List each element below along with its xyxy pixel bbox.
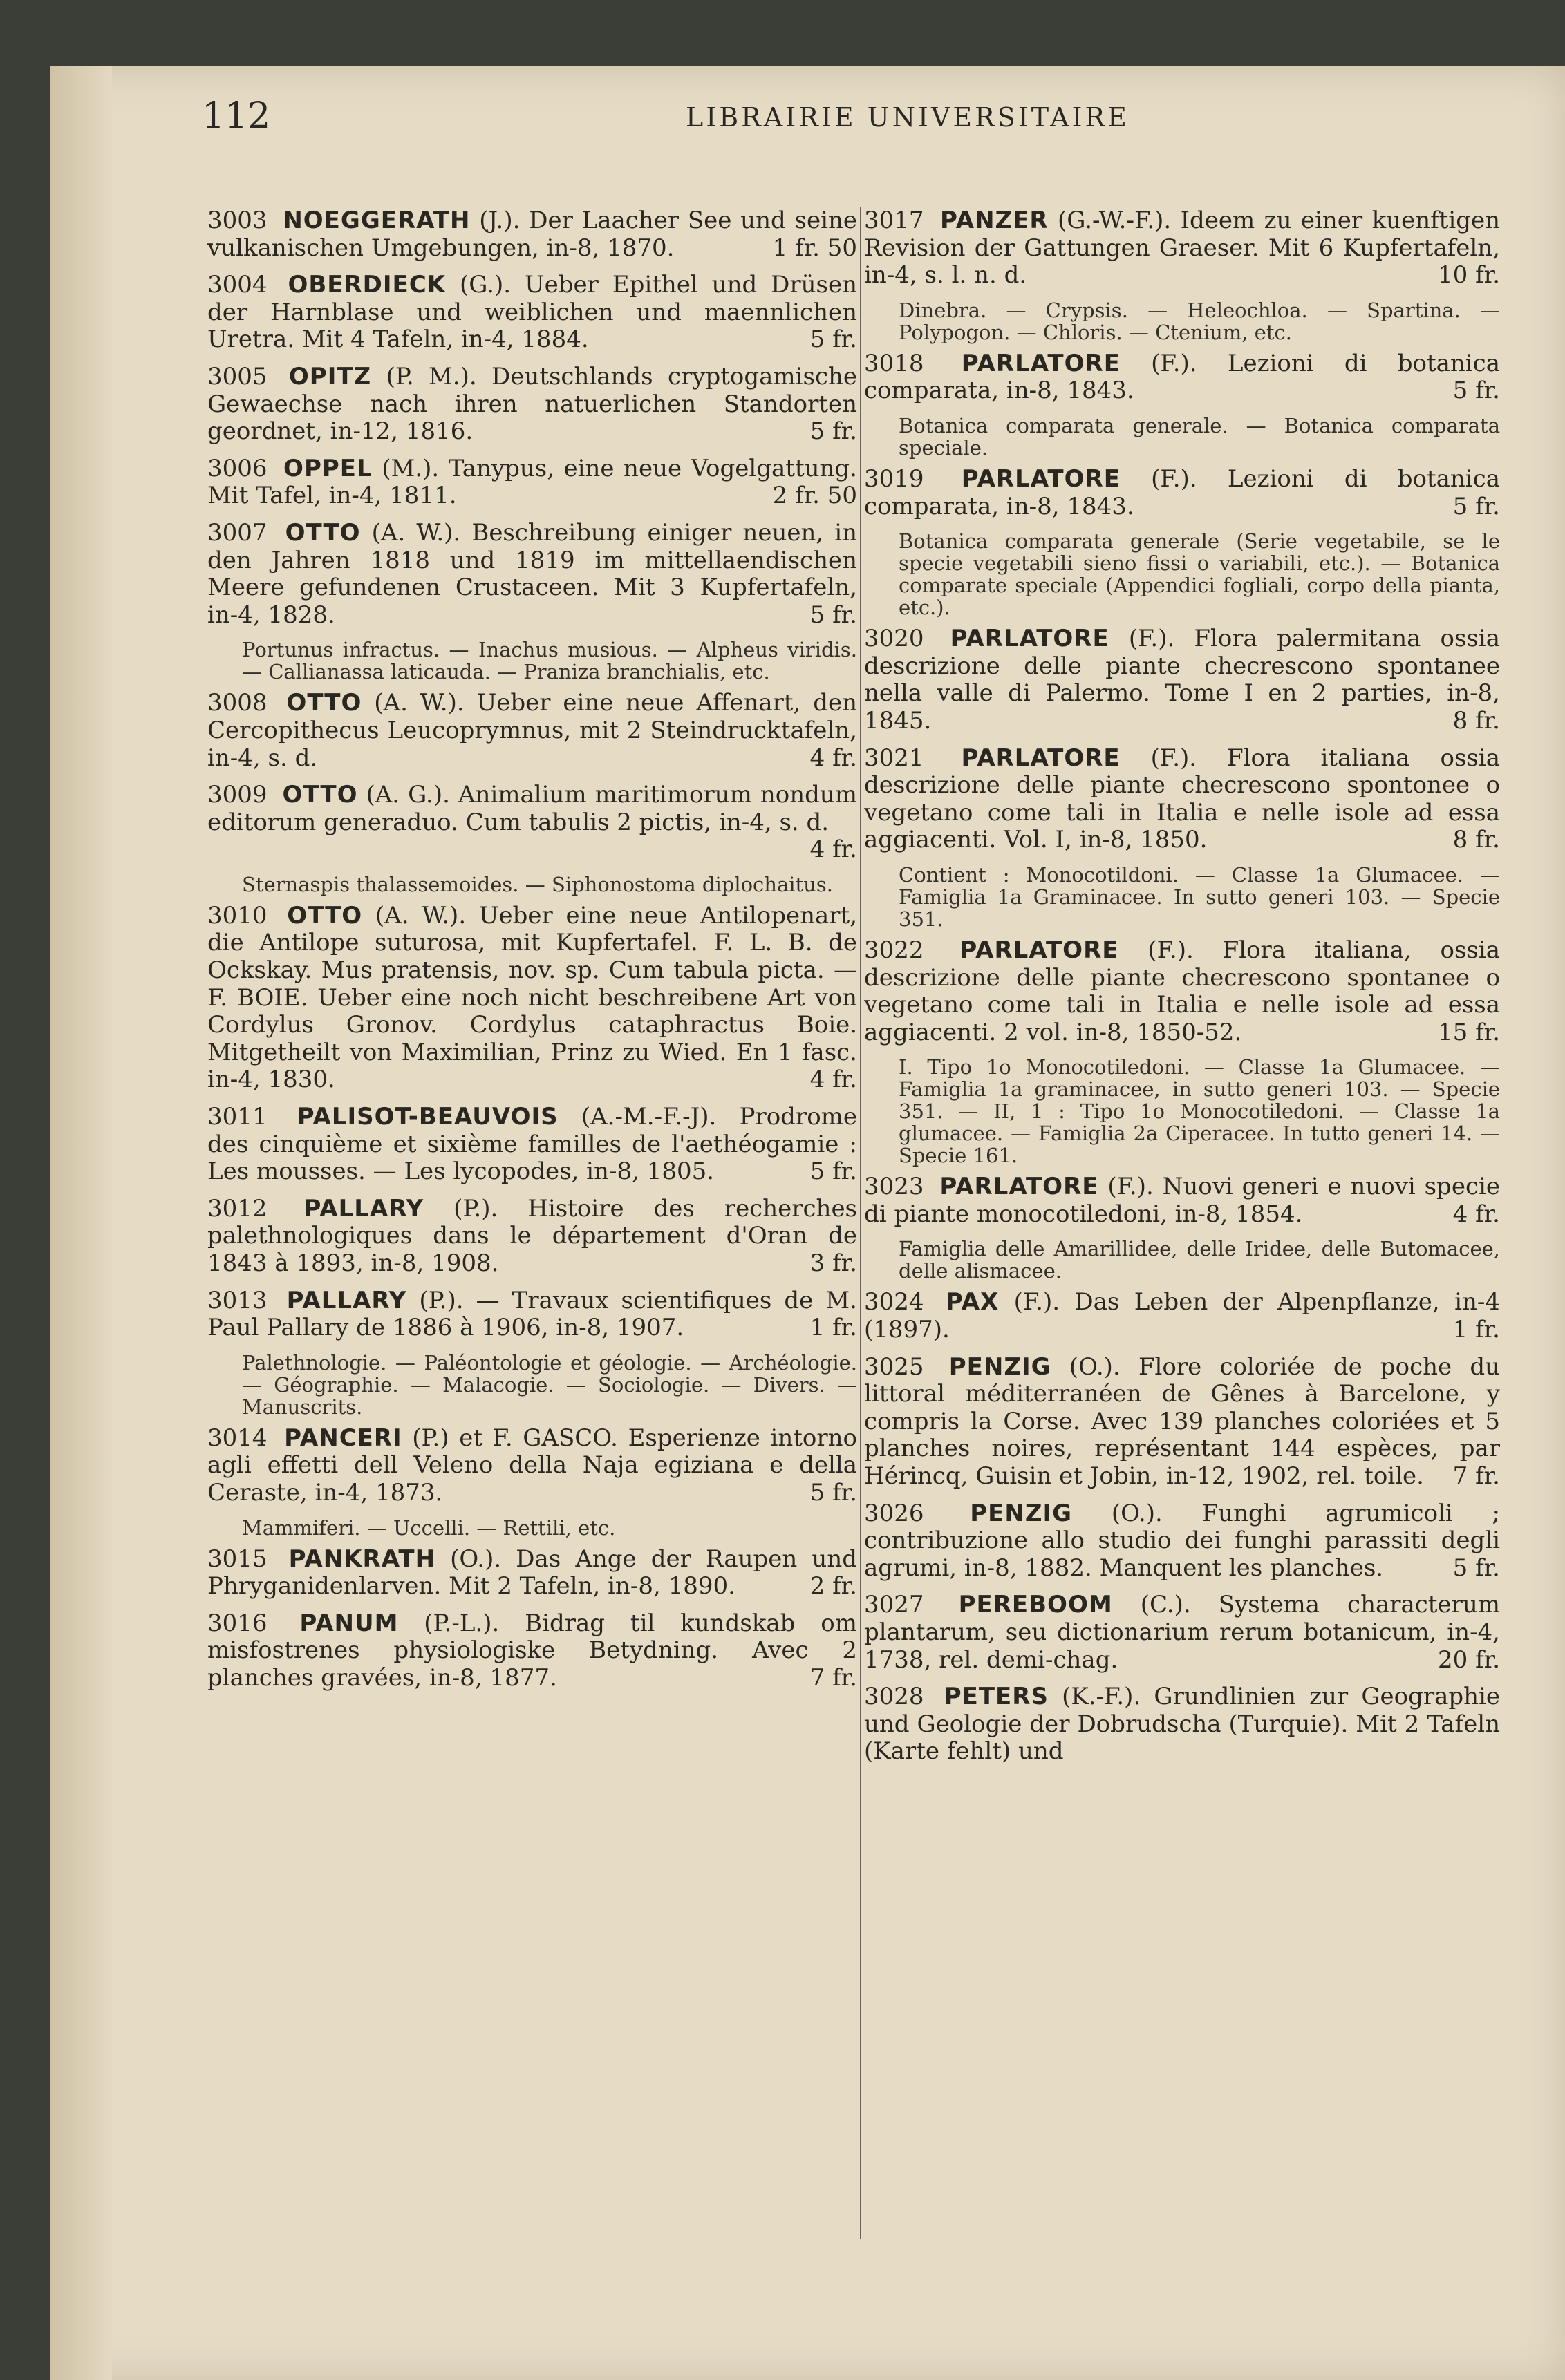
- entry-author: PANCERI: [284, 1424, 402, 1452]
- catalog-entry: [207, 272, 857, 354]
- entry-author: OTTO: [286, 689, 362, 717]
- column-divider: [860, 207, 861, 2239]
- entry-price: 4 fr.: [809, 835, 857, 864]
- catalog-entry: [207, 903, 857, 1094]
- entry-price: 1 fr. 50: [772, 234, 857, 262]
- entry-number: 3005: [207, 362, 268, 390]
- entry-number: 3014: [207, 1424, 268, 1452]
- entry-note: Dinebra. — Crypsis. — Heleochloa. — Spartina. — Polypogon. — Chloris. — Ctenium, etc.: [899, 298, 1500, 344]
- entry-author: PEREBOOM: [958, 1591, 1113, 1619]
- catalog-entry: [207, 782, 857, 864]
- entry-initials: (P. M.).: [386, 362, 477, 390]
- entry-title: Prodrome des cinquième et sixième familles de l'aethéogamie : Les mousses. — Les lycopodes, in-8, 1805.: [207, 1103, 858, 1186]
- catalog-entry: [207, 690, 857, 772]
- entry-price: 4 fr.: [1452, 1200, 1500, 1228]
- entry-author: NOEGGERATH: [283, 207, 471, 234]
- entry-author: PETERS: [944, 1683, 1049, 1711]
- catalog-entry: [864, 1500, 1500, 1583]
- entry-title: Der Laacher See und seine vulkanischen Umgebungen, in-8, 1870.: [207, 207, 857, 262]
- entry-price: 5 fr.: [1452, 377, 1500, 405]
- entry-initials: (M.).: [382, 454, 440, 482]
- entry-author: PANZER: [939, 207, 1049, 234]
- entry-number: 3026: [864, 1499, 924, 1527]
- catalog-entry: [864, 1173, 1500, 1228]
- entry-initials: (F.).: [1147, 936, 1194, 964]
- catalog-entry: [864, 937, 1500, 1046]
- catalog-entry: [207, 207, 857, 262]
- entry-number: 3023: [864, 1173, 924, 1201]
- entry-initials: (P.-L.).: [424, 1609, 500, 1637]
- entry-title: Nuovi generi e nuovi specie di piante monocotiledoni, in-8, 1854.: [864, 1173, 1500, 1228]
- entry-initials: (G.-W.-F.).: [1058, 207, 1172, 234]
- entry-title: Grundlinien zur Geographie und Geologie der Dobrudscha (Turquie). Mit 2 Tafeln (Karte fehlt) und: [864, 1683, 1501, 1766]
- catalog-entry: [207, 1425, 857, 1507]
- entry-title: Bidrag til kundskab om misfostrenes physiologiske Betydning. Avec 2 planches gravées, in-8, 1877.: [207, 1609, 857, 1692]
- entry-author: PAX: [945, 1288, 1000, 1316]
- entry-note: Mammiferi. — Uccelli. — Rettili, etc.: [242, 1515, 616, 1540]
- entry-number: 3004: [207, 271, 268, 299]
- catalog-entry: [207, 455, 857, 510]
- entry-title: Ideem zu einer kuenftigen Revision der Gattungen Graeser. Mit 6 Kupfertafeln, in-4, s. l. n. d.: [864, 207, 1500, 290]
- catalog-entry: [864, 1592, 1500, 1674]
- entry-number: 3018: [864, 349, 924, 377]
- entry-author: OPPEL: [283, 454, 373, 482]
- entry-note: Famiglia delle Amarillidee, delle Iridee, delle Butomacee, delle alismacee.: [899, 1237, 1500, 1283]
- catalog-entry: [864, 466, 1500, 520]
- entry-number: 3016: [207, 1609, 268, 1637]
- entry-title: Esperienze intorno agli effetti dell Veleno della Naja egiziana e della Ceraste, in-4, 1873.: [207, 1424, 858, 1507]
- entry-number: 3021: [864, 744, 924, 772]
- catalog-entry: [207, 1287, 857, 1342]
- entry-price: 2 fr. 50: [772, 482, 857, 510]
- catalog-entry: [864, 745, 1500, 854]
- catalog-entry: [207, 1104, 857, 1186]
- catalog-entry: [207, 1610, 857, 1692]
- entry-number: 3027: [864, 1591, 924, 1619]
- entry-price: 10 fr.: [1438, 261, 1500, 290]
- entry-title: Deutschlands cryptogamische Gewaechse nach ihren natuerlichen Standorten geordnet, in-12, 1816.: [207, 362, 858, 446]
- left-column: [207, 207, 857, 1702]
- entry-price: 5 fr.: [809, 601, 857, 629]
- entry-initials: (F.).: [1013, 1288, 1060, 1316]
- catalog-entry: [207, 520, 857, 629]
- entry-title: Ueber Epithel und Drüsen der Harnblase und weiblichen und maennlichen Uretra. Mit 4 Tafeln, in-4, 1884.: [207, 271, 858, 354]
- entry-number: 3010: [207, 901, 268, 929]
- entry-author: PANUM: [299, 1609, 399, 1637]
- entry-initials: (O.).: [1111, 1499, 1163, 1527]
- catalog-entry: [864, 1289, 1500, 1343]
- entry-author: PARLATORE: [961, 464, 1121, 493]
- entry-author: OPITZ: [288, 362, 372, 390]
- entry-price: 5 fr.: [1452, 1553, 1500, 1582]
- page-header: [202, 95, 1506, 151]
- entry-author: PARLATORE: [961, 349, 1121, 377]
- entry-initials: (O.).: [450, 1545, 502, 1573]
- entry-price: 5 fr.: [809, 325, 857, 354]
- catalog-entry: [207, 363, 857, 446]
- entry-initials: (P.).: [453, 1194, 498, 1222]
- entry-number: 3011: [207, 1103, 268, 1131]
- entry-number: 3017: [864, 207, 924, 234]
- entry-initials: (F.).: [1151, 349, 1197, 377]
- entry-initials: (A. G.).: [366, 781, 450, 809]
- entry-title: Flora italiana ossia descrizione delle piante checrescono spontonee o vegetano come tali in Italia e nelle isole ad essa aggiacenti. Vol. I, in-8, 1850.: [864, 744, 1500, 854]
- entry-number: 3006: [207, 454, 268, 482]
- entry-title: Lezioni di botanica comparata, in-8, 1843.: [864, 349, 1500, 405]
- entry-number: 3024: [864, 1288, 924, 1316]
- entry-number: 3009: [207, 781, 268, 809]
- entry-author: PALLARY: [303, 1194, 424, 1222]
- entry-initials: (J.).: [479, 207, 521, 234]
- entry-author: PENZIG: [970, 1499, 1073, 1527]
- entry-note: Palethnologie. — Paléontologie et géologie. — Archéologie. — Géographie. — Malacogie. — Sociologie. — Divers. — Manuscrits.: [242, 1350, 857, 1419]
- entry-author: PALLARY: [286, 1286, 407, 1314]
- entry-price: 5 fr.: [809, 1158, 857, 1186]
- entry-number: 3012: [207, 1194, 268, 1222]
- entry-number: 3007: [207, 518, 268, 547]
- entry-note: Botanica comparata generale. — Botanica comparata speciale.: [899, 413, 1500, 460]
- entry-initials: (G.).: [459, 271, 512, 299]
- entry-author: PARLATORE: [939, 1173, 1099, 1201]
- entry-initials: (O.).: [1069, 1352, 1121, 1381]
- entry-title: Flora palermitana ossia descrizione delle piante checrescono spontanee nella valle di Palermo. Tome I en 2 parties, in-8, 1845.: [864, 625, 1500, 735]
- entry-title: Das Ange der Raupen und Phryganidenlarven. Mit 2 Tafeln, in-8, 1890.: [207, 1545, 857, 1600]
- entry-author: OTTO: [282, 781, 358, 809]
- entry-initials: (F.).: [1128, 625, 1175, 653]
- entry-author: PARLATORE: [959, 936, 1119, 964]
- entry-title: Lezioni di botanica comparata, in-8, 1843.: [864, 464, 1500, 520]
- catalog-entry: [864, 1354, 1500, 1491]
- entry-price: 4 fr.: [809, 744, 857, 772]
- entry-price: 1 fr.: [1452, 1316, 1500, 1344]
- entry-title: Systema characterum plantarum, seu dictionarium rerum botanicum, in-4, 1738, rel. demi-chag.: [864, 1591, 1500, 1674]
- entry-number: 3013: [207, 1286, 268, 1314]
- entry-author: PARLATORE: [961, 744, 1121, 772]
- entry-initials: (A. W.).: [375, 901, 467, 929]
- catalog-entry: [864, 350, 1500, 405]
- entry-note: I. Tipo 1o Monocotiledoni. — Classe 1a Glumacee. — Famiglia 1a graminacee, in sutto generi 103. — Specie 351. — II, 1 : Tipo 1o Monocotiledoni. — Classe 1a glumacee. — Famiglia 2a Ciperacee. In tutto generi 14. — Specie 161.: [899, 1055, 1500, 1168]
- entry-price: 5 fr.: [1452, 492, 1500, 520]
- entry-initials: (F.).: [1151, 464, 1197, 493]
- entry-author: PANKRATH: [288, 1545, 436, 1573]
- entry-author: OTTO: [287, 901, 363, 929]
- entry-initials: (F.).: [1107, 1173, 1154, 1201]
- entry-price: 8 fr.: [1452, 706, 1500, 735]
- entry-author: PARLATORE: [950, 625, 1109, 653]
- catalog-entry: [864, 625, 1500, 735]
- entry-price: 2 fr.: [809, 1572, 857, 1600]
- entry-initials: (P.).: [419, 1286, 464, 1314]
- entry-price: 1 fr.: [809, 1314, 857, 1342]
- entry-author: PALISOT-BEAUVOIS: [297, 1103, 559, 1131]
- catalog-entry: [864, 1683, 1500, 1766]
- page-number: 112: [202, 95, 271, 137]
- entry-initials: (F.).: [1150, 744, 1197, 772]
- entry-title: Das Leben der Alpenpflanze, in-4 (1897).: [864, 1288, 1500, 1344]
- entry-initials: (A. W.).: [371, 518, 461, 547]
- entry-price: 7 fr.: [809, 1663, 857, 1692]
- entry-number: 3008: [207, 689, 268, 717]
- entry-number: 3019: [864, 464, 924, 493]
- entry-number: 3025: [864, 1352, 924, 1381]
- entry-note: Botanica comparata generale (Serie vegetabile, se le specie vegetabili sieno fissi o variabili, etc.). — Botanica comparate speciale (Appendici fogliali, corpo della pianta, etc.).: [899, 529, 1500, 620]
- entry-initials: (A.-M.-F.-J).: [581, 1103, 717, 1131]
- entry-initials: (P.) et F. GASCO.: [412, 1424, 618, 1452]
- running-head: LIBRAIRIE UNIVERSITAIRE: [686, 102, 1130, 133]
- entry-author: PENZIG: [948, 1352, 1051, 1381]
- entry-price: 4 fr.: [809, 1066, 857, 1094]
- entry-note: Sternaspis thalassemoides. — Siphonostoma diplochaitus.: [242, 872, 833, 896]
- entry-price: 3 fr.: [809, 1249, 857, 1277]
- entry-author: OTTO: [285, 518, 361, 547]
- catalog-entry: [864, 207, 1500, 290]
- right-column: [864, 207, 1500, 1775]
- entry-title: Funghi agrumicoli ; contribuzione allo studio dei funghi parassiti degli agrumi, in-8, 1882. Manquent les planches.: [864, 1499, 1500, 1582]
- entry-price: 5 fr.: [809, 1478, 857, 1507]
- entry-title: Tanypus, eine neue Vogelgattung. Mit Tafel, in-4, 1811.: [207, 454, 857, 510]
- entry-title: Flore coloriée de poche du littoral méditerranéen de Gênes à Barcelone, y compris la Corse. Avec 139 planches coloriées et 5 planches noires, représentant 144 espèces, par Hérincq, Guisin et Jobin, in-12, 1902, rel. toile.: [864, 1352, 1501, 1491]
- entry-author: OBERDIECK: [288, 271, 447, 299]
- page-spine-shadow: [50, 66, 112, 2380]
- entry-initials: (K.-F.).: [1062, 1683, 1141, 1711]
- catalog-entry: [207, 1546, 857, 1600]
- entry-number: 3022: [864, 936, 924, 964]
- entry-number: 3015: [207, 1545, 268, 1573]
- entry-price: 7 fr.: [1452, 1462, 1500, 1491]
- entry-number: 3003: [207, 207, 268, 234]
- entry-price: 20 fr.: [1438, 1645, 1500, 1674]
- entry-note: Contient : Monocotildoni. — Classe 1a Glumacee. — Famiglia 1a Graminacee. In sutto generi 103. — Specie 351.: [899, 862, 1500, 931]
- entry-title: — Travaux scientifiques de M. Paul Pallary de 1886 à 1906, in-8, 1907.: [207, 1286, 857, 1342]
- entry-title: Ueber eine neue Affenart, den Cercopithecus Leucoprymnus, mit 2 Steindrucktafeln, in-4, s. d.: [207, 689, 858, 772]
- catalog-entry: [207, 1196, 857, 1278]
- entry-initials: (A. W.).: [374, 689, 465, 717]
- entry-note: Portunus infractus. — Inachus musious. — Alpheus viridis. — Callianassa laticauda. — Praniza branchialis, etc.: [242, 638, 857, 684]
- entry-number: 3028: [864, 1683, 924, 1711]
- entry-title: Flora italiana, ossia descrizione delle piante checrescono spontanee o vegetano come tali in Italia e nelle isole ad essa aggiacenti. 2 vol. in-8, 1850-52.: [864, 936, 1501, 1046]
- entry-price: 15 fr.: [1438, 1018, 1500, 1046]
- entry-price: 5 fr.: [809, 417, 857, 446]
- entry-title: Beschreibung einiger neuen, in den Jahren 1818 und 1819 im mittellaendischen Meere gefundenen Crustaceen. Mit 3 Kupfertafeln, in-4, 1828.: [207, 518, 858, 629]
- entry-title: Animalium maritimorum nondum editorum generaduo. Cum tabulis 2 pictis, in-4, s. d.: [207, 781, 858, 836]
- entry-initials: (C.).: [1140, 1591, 1191, 1619]
- entry-price: 8 fr.: [1452, 826, 1500, 854]
- entry-title: Histoire des recherches palethnologiques dans le département d'Oran de 1843 à 1893, in-8, 1908.: [207, 1194, 858, 1277]
- entry-number: 3020: [864, 625, 924, 653]
- entry-title: Ueber eine neue Antilopenart, die Antilope suturosa, mit Kupfertafel. F. L. B. de Ockskay. Mus pratensis, nov. sp. Cum tabula picta. — F. BOIE. Ueber eine noch nicht beschreibene Art von Cordylus Gronov. Cordylus cataphractus Boie. Mitgetheilt von Maximilian, Prinz zu Wied. En 1 fasc. in-4, 1830.: [207, 901, 858, 1094]
